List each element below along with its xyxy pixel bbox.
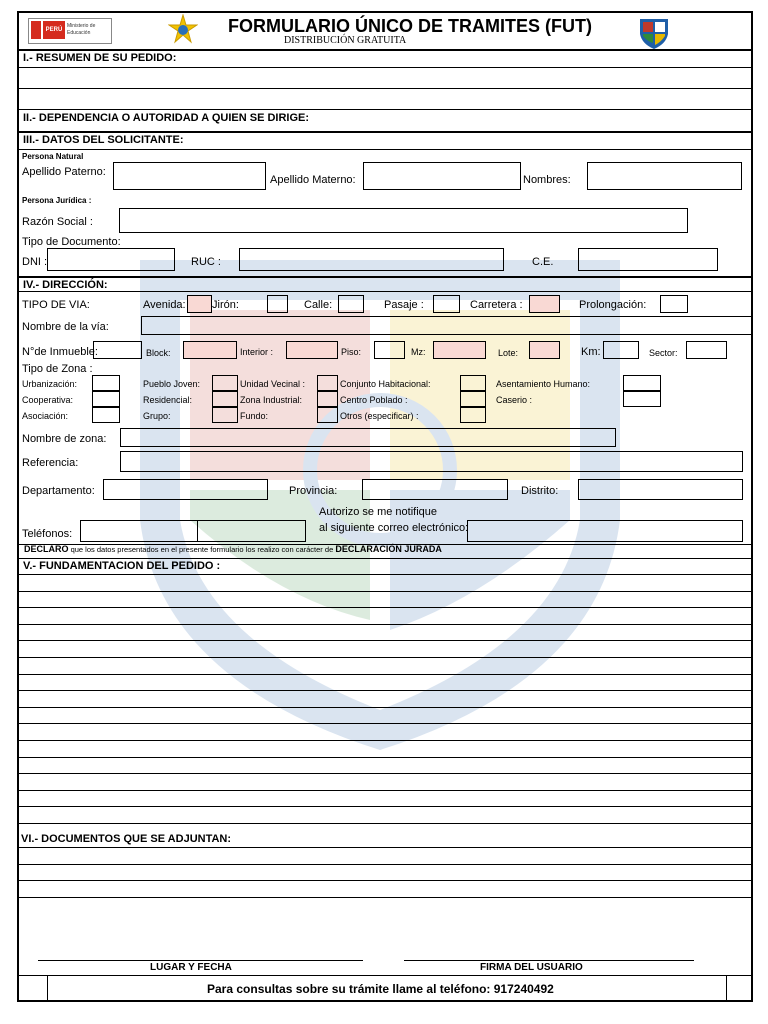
mz-field[interactable]	[433, 341, 486, 359]
piso-field[interactable]	[374, 341, 405, 359]
writing-line[interactable]	[17, 740, 751, 741]
distrito-label: Distrito:	[521, 485, 559, 497]
ruc-field[interactable]	[239, 248, 504, 271]
footer-divider-right	[726, 975, 727, 1001]
pasaje-checkbox[interactable]	[433, 295, 460, 313]
minedu-logo	[28, 18, 112, 44]
declaracion-jurada-text	[24, 545, 442, 554]
section-title-solicitante: III.- DATOS DEL SOLICITANTE:	[23, 134, 184, 146]
carretera-label: Carretera :	[470, 299, 523, 311]
ce-label: C.E.	[532, 256, 554, 268]
block-label: Block:	[146, 348, 171, 358]
nombres-field[interactable]	[587, 162, 742, 190]
sector-field[interactable]	[686, 341, 727, 359]
cooperativa-checkbox[interactable]	[92, 391, 120, 407]
carretera-checkbox[interactable]	[529, 295, 560, 313]
dni-field[interactable]	[47, 248, 175, 271]
centro-poblado-checkbox[interactable]	[460, 391, 486, 407]
sector-label: Sector:	[649, 348, 678, 358]
nombre-via-field[interactable]	[141, 316, 753, 335]
writing-line[interactable]	[17, 591, 751, 592]
cooperativa-label: Cooperativa:	[22, 395, 74, 405]
writing-line[interactable]	[17, 773, 751, 774]
apellido-materno-field[interactable]	[363, 162, 521, 190]
residencial-checkbox[interactable]	[212, 391, 238, 407]
declaro-middle: que los datos presentados en el presente formulario los realizo con carácter de	[68, 545, 336, 554]
minedu-logo-flag	[31, 21, 41, 39]
urbanizacion-label: Urbanización:	[22, 379, 78, 389]
avenida-checkbox[interactable]	[187, 295, 212, 313]
correo-electronico-field[interactable]	[467, 520, 743, 542]
pueblo-joven-checkbox[interactable]	[212, 375, 238, 391]
urbanizacion-checkbox[interactable]	[92, 375, 120, 391]
divider	[17, 276, 753, 278]
otros-checkbox[interactable]	[460, 407, 486, 423]
lote-label: Lote:	[498, 348, 519, 358]
pueblo-joven-label: Pueblo Joven:	[143, 379, 201, 389]
avenida-label: Avenida:	[143, 299, 186, 311]
provincia-field[interactable]	[362, 479, 508, 500]
mz-label: Mz:	[411, 347, 426, 357]
apellido-paterno-label: Apellido Paterno:	[22, 166, 106, 178]
writing-line[interactable]	[17, 690, 751, 691]
departamento-field[interactable]	[103, 479, 268, 500]
school-shield-logo-icon	[638, 16, 670, 50]
divider	[17, 67, 751, 68]
grupo-label: Grupo:	[143, 411, 171, 421]
divider	[17, 149, 751, 150]
writing-line[interactable]	[17, 864, 751, 865]
nombre-zona-field[interactable]	[120, 428, 616, 447]
referencia-field[interactable]	[120, 451, 743, 472]
declaro-word: DECLARO	[24, 544, 69, 554]
minedu-logo-country-badge: PERÚ	[43, 21, 65, 39]
writing-line[interactable]	[17, 574, 751, 575]
tipo-documento-label: Tipo de Documento:	[22, 236, 121, 248]
writing-line[interactable]	[17, 707, 751, 708]
writing-line[interactable]	[17, 640, 751, 641]
firma-usuario-line[interactable]	[404, 960, 694, 961]
residencial-label: Residencial:	[143, 395, 193, 405]
section-title-dependencia: II.- DEPENDENCIA O AUTORIDAD A QUIEN SE DIRIGE:	[23, 112, 310, 124]
autorizo-label-line1: Autorizo se me notifique	[319, 506, 438, 518]
grupo-checkbox[interactable]	[212, 407, 238, 423]
conjunto-habitacional-label: Conjunto Habitacional:	[340, 379, 431, 389]
tipo-via-label: TIPO DE VIA:	[22, 299, 90, 311]
distrito-field[interactable]	[578, 479, 743, 500]
nombre-via-label: Nombre de la vía:	[22, 321, 109, 333]
razon-social-label: Razón Social :	[22, 216, 93, 228]
divider	[17, 109, 751, 110]
section-title-documentos: VI.- DOCUMENTOS QUE SE ADJUNTAN:	[21, 833, 232, 845]
pasaje-label: Pasaje :	[384, 299, 424, 311]
prolongacion-checkbox[interactable]	[660, 295, 688, 313]
nombre-zona-label: Nombre de zona:	[22, 433, 107, 445]
consultas-telefono-text: Para consultas sobre su trámite llame al teléfono: 917240492	[207, 982, 554, 996]
km-label: Km:	[581, 346, 601, 358]
writing-line[interactable]	[17, 607, 751, 608]
asentamiento-humano-label: Asentamiento Humano:	[496, 379, 591, 389]
departamento-label: Departamento:	[22, 485, 95, 497]
writing-line[interactable]	[17, 757, 751, 758]
lugar-fecha-line[interactable]	[38, 960, 363, 961]
writing-line[interactable]	[17, 897, 751, 898]
writing-line[interactable]	[17, 674, 751, 675]
caserio-label: Caserio :	[496, 395, 533, 405]
declaracion-jurada-word: DECLARACIÓN JURADA	[335, 544, 442, 554]
jiron-checkbox[interactable]	[267, 295, 288, 313]
form-subtitle: DISTRIBUCIÓN GRATUITA	[284, 35, 407, 46]
numero-inmueble-label: N°de Inmueble:	[22, 346, 98, 358]
writing-line[interactable]	[17, 806, 751, 807]
calle-label: Calle:	[304, 299, 333, 311]
interior-label: Interior :	[240, 347, 274, 357]
dni-label: DNI :	[22, 256, 48, 268]
persona-natural-label: Persona Natural	[22, 152, 84, 161]
asociacion-label: Asociación:	[22, 411, 69, 421]
jiron-label: Jirón:	[212, 299, 239, 311]
telefonos-label: Teléfonos:	[22, 528, 73, 540]
divider	[17, 558, 751, 559]
writing-line[interactable]	[17, 880, 751, 881]
unidad-vecinal-label: Unidad Vecinal :	[240, 379, 306, 389]
firma-usuario-label: FIRMA DEL USUARIO	[480, 962, 583, 973]
writing-line[interactable]	[17, 657, 751, 658]
writing-line[interactable]	[17, 823, 751, 824]
writing-line[interactable]	[17, 723, 751, 724]
divider	[17, 49, 753, 51]
lugar-fecha-label: LUGAR Y FECHA	[150, 962, 232, 973]
minedu-logo-text: Ministerio de Educación	[67, 23, 96, 36]
zona-industrial-label: Zona Industrial:	[240, 395, 303, 405]
numero-inmueble-field[interactable]	[93, 341, 142, 359]
provincia-label: Provincia:	[289, 485, 338, 497]
writing-line[interactable]	[17, 624, 751, 625]
autorizo-label-line2: al siguiente correo electrónico:	[319, 522, 469, 534]
referencia-label: Referencia:	[22, 457, 79, 469]
interior-field[interactable]	[286, 341, 338, 359]
razon-social-field[interactable]	[119, 208, 688, 233]
dre-star-logo-icon	[168, 14, 198, 44]
writing-line[interactable]	[17, 790, 751, 791]
conjunto-habitacional-checkbox[interactable]	[460, 375, 486, 391]
nombres-label: Nombres:	[523, 174, 571, 186]
persona-juridica-label: Persona Jurídica :	[22, 196, 92, 205]
section-title-resumen: I.- RESUMEN DE SU PEDIDO:	[23, 52, 177, 64]
piso-label: Piso:	[341, 347, 362, 357]
otros-label: Otros (especificar) :	[340, 411, 419, 421]
telefono-field-2[interactable]	[197, 520, 306, 542]
prolongacion-label: Prolongación:	[579, 299, 647, 311]
unidad-vecinal-checkbox[interactable]	[317, 375, 338, 391]
apellido-materno-label: Apellido Materno:	[270, 174, 356, 186]
calle-checkbox[interactable]	[338, 295, 364, 313]
writing-line[interactable]	[17, 847, 751, 848]
centro-poblado-label: Centro Poblado :	[340, 395, 408, 405]
form-title: FORMULARIO ÚNICO DE TRAMITES (FUT)	[228, 16, 592, 36]
fundo-label: Fundo:	[240, 411, 269, 421]
apellido-paterno-field[interactable]	[113, 162, 266, 190]
lote-field[interactable]	[529, 341, 560, 359]
block-field[interactable]	[183, 341, 237, 359]
ce-field[interactable]	[578, 248, 718, 271]
telefono-field-1[interactable]	[80, 520, 198, 542]
footer-divider-left	[47, 975, 48, 1001]
divider	[17, 88, 751, 89]
ruc-label: RUC :	[191, 256, 221, 268]
asentamiento-humano-checkbox[interactable]	[623, 375, 661, 391]
divider	[17, 131, 753, 133]
fundo-checkbox[interactable]	[317, 407, 338, 423]
section-title-direccion: IV.- DIRECCIÓN:	[23, 279, 108, 291]
caserio-checkbox[interactable]	[623, 391, 661, 407]
zona-industrial-checkbox[interactable]	[317, 391, 338, 407]
asociacion-checkbox[interactable]	[92, 407, 120, 423]
tipo-zona-label: Tipo de Zona :	[22, 363, 93, 375]
divider	[17, 975, 751, 976]
km-field[interactable]	[603, 341, 639, 359]
divider	[17, 291, 751, 292]
section-title-fundamentacion: V.- FUNDAMENTACION DEL PEDIDO :	[23, 560, 221, 572]
